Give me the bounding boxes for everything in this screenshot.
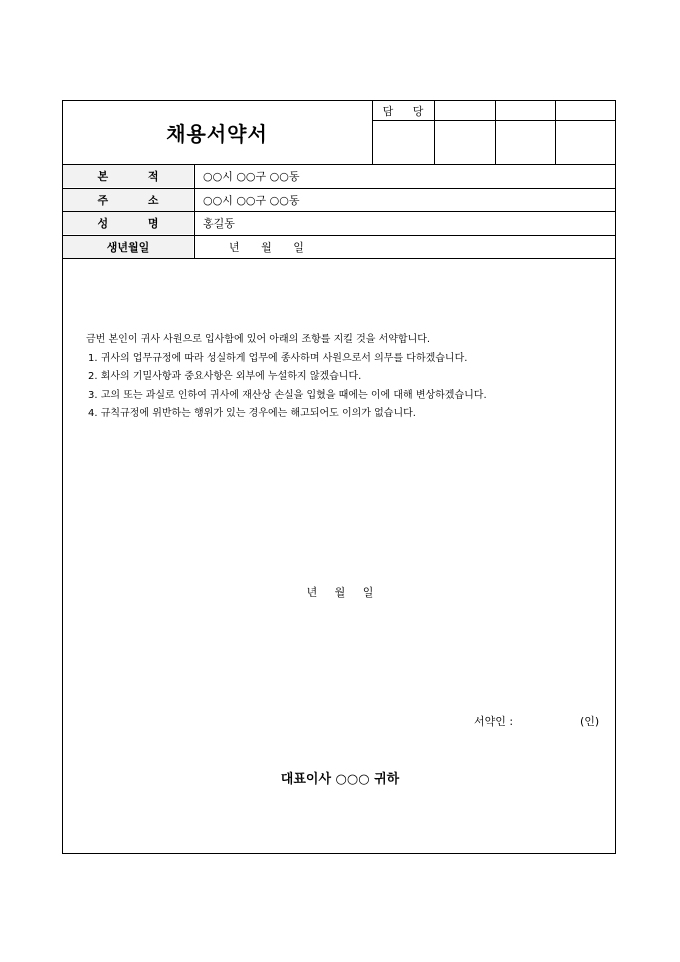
field-value-birthdate: 년 월 일	[229, 241, 304, 254]
field-label-name: 성 명	[63, 212, 193, 234]
approval-label: 담 당	[382, 104, 432, 118]
sign-date: 년 월 일	[306, 586, 374, 599]
clause-4: 4. 규칙규정에 위반하는 행위가 있는 경우에는 해고되어도 이의가 없습니다.	[88, 408, 416, 419]
approval-col-1	[434, 100, 435, 164]
field-label-address: 주 소	[63, 189, 193, 211]
field-label-birthdate: 생년월일	[63, 236, 193, 258]
addressee: 대표이사 ○○○ 귀하	[280, 772, 400, 787]
clause-1: 1. 귀사의 업무규정에 따라 성실하게 업무에 종사하며 사원으로서 의무를 다하겠습니다.	[88, 353, 468, 364]
document-title: 채용서약서	[166, 122, 268, 146]
clause-2: 2. 회사의 기밀사항과 중요사항은 외부에 누설하지 않겠습니다.	[88, 371, 362, 382]
signer-label: 서약인 :	[474, 715, 514, 728]
seal-label: (인)	[580, 715, 600, 728]
approval-header-line	[372, 120, 616, 121]
approval-col-3	[555, 100, 556, 164]
label-column-divider	[194, 164, 195, 258]
field-value-domicile: ○○시 ○○구 ○○동	[203, 170, 300, 183]
field-value-address: ○○시 ○○구 ○○동	[203, 194, 300, 207]
row-line-4	[62, 258, 616, 259]
clause-3: 3. 고의 또는 과실로 인하여 귀사에 재산상 손실을 입혔을 때에는 이에 대해 변상하겠습니다.	[88, 390, 487, 401]
field-label-domicile: 본 적	[63, 165, 193, 187]
field-value-name: 홍길동	[203, 217, 235, 230]
approval-col-2	[495, 100, 496, 164]
pledge-intro: 금번 본인이 귀사 사원으로 입사함에 있어 아래의 조항를 지킬 것을 서약합니다.	[86, 334, 431, 345]
